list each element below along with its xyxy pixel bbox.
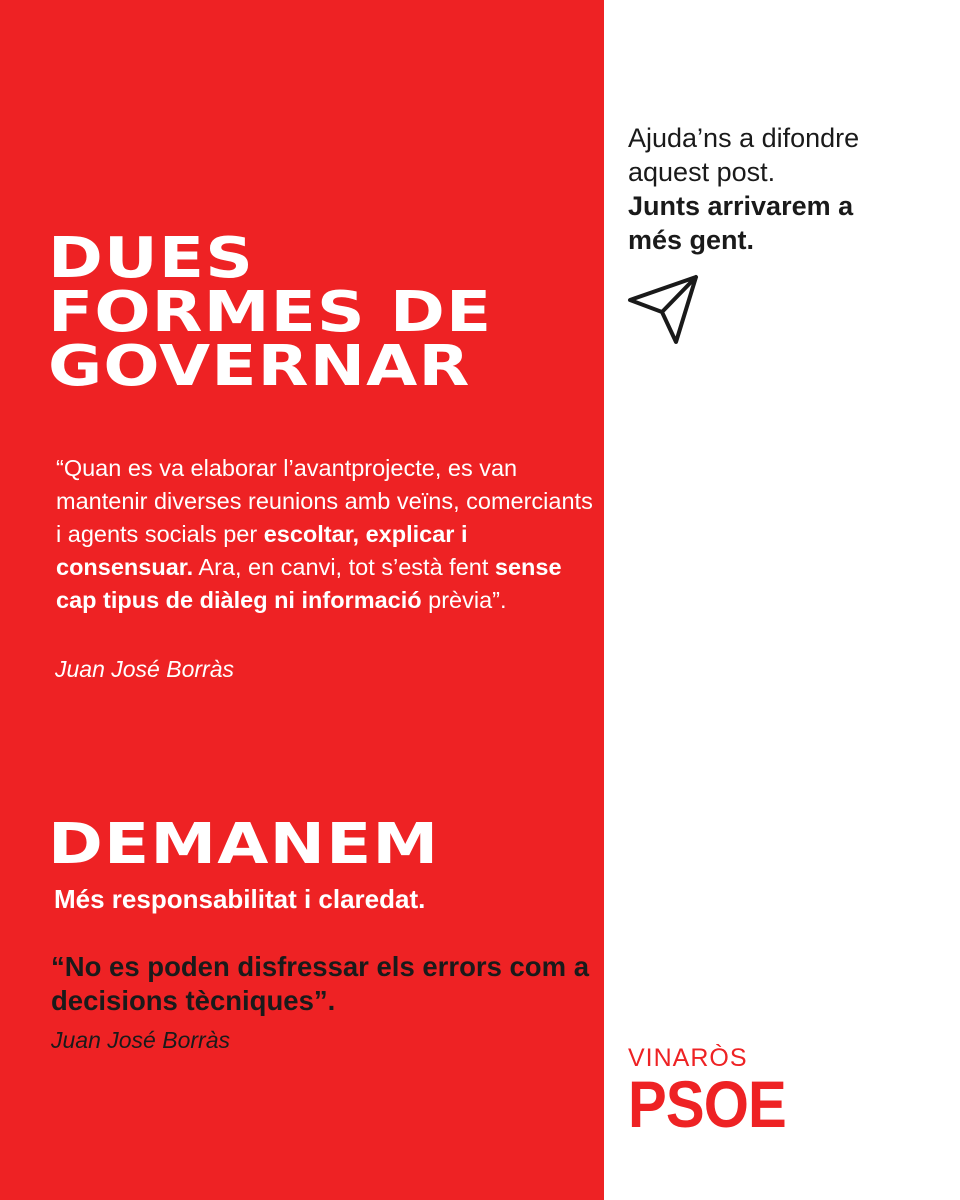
title-line: FORMES DE (48, 280, 493, 345)
share-line-bold: més gent. (628, 225, 755, 255)
share-callout (628, 121, 928, 257)
title-line: GOVERNAR (48, 334, 471, 399)
demand-quote-author: Juan José Borràs (51, 1027, 230, 1053)
title-line: DUES (48, 226, 254, 291)
quote-part-bold: escoltar, explicar i consensuar. (56, 521, 468, 580)
quote-part-bold: sense cap tipus de diàleg ni informació (56, 554, 562, 613)
quote-part: Ara, en canvi, tot s’està fent (193, 554, 495, 580)
demand-quote: “No es poden disfressar els errors com a decisions tècniques”. (51, 951, 589, 1016)
quote-author: Juan José Borràs (55, 656, 234, 682)
logo-city: VINARÒS (628, 1044, 748, 1072)
send-icon[interactable] (626, 272, 702, 348)
share-line: aquest post. (628, 157, 776, 187)
share-line: Ajuda’ns a difondre (628, 123, 860, 153)
quote-text (56, 452, 596, 617)
quote-part: “Quan es va elaborar l’avantprojecte, es van mantenir diverses reunions amb veïns, comerciants i agents socials per (56, 455, 593, 547)
quote-part: prèvia”. (421, 587, 507, 613)
demand-title: DEMANEM (48, 812, 440, 877)
main-title (48, 226, 493, 399)
share-line-bold: Junts arrivarem a (628, 191, 854, 221)
psoe-logo (628, 1044, 807, 1141)
logo-brand: PSOE (628, 1067, 786, 1141)
demand-text: Més responsabilitat i claredat. (54, 884, 426, 914)
